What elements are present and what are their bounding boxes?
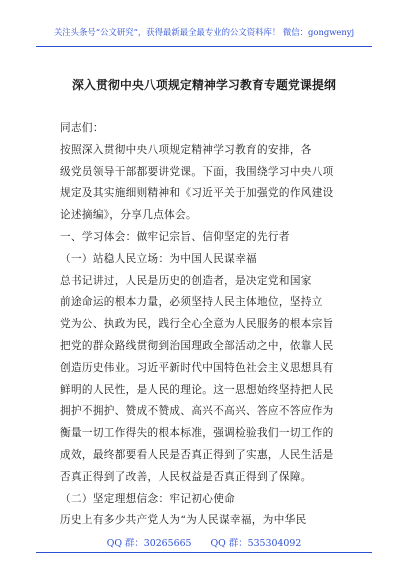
qq-group-2: QQ 群：535304092 <box>210 538 302 549</box>
header-banner: 关注头条号“公文研究”，获得最新最全最专业的公文资料库！ 微信：gongwenyj <box>53 27 355 37</box>
subsection-heading: （二）坚定理想信念：牢记初心使命 <box>60 492 236 505</box>
body-line: 党为公、执政为民，践行全心全意为人民服务的根本宗旨 <box>60 318 334 331</box>
body-line: 级党员领导干部都要讲党课。下面，我围绕学习中央八项 <box>60 165 334 178</box>
body-line: 总书记讲过，人民是历史的创造者，是决定党和国家 <box>60 274 312 287</box>
subsection-heading: （一）站稳人民立场：为中国人民谋幸福 <box>60 252 257 265</box>
salutation-line: 同志们： <box>60 122 104 134</box>
footer-divider <box>36 552 372 553</box>
body-line: 鲜明的人民性，是人民的理论。这一思想始终坚持把人民 <box>60 383 334 396</box>
body-line: 创造历史伟业。习近平新时代中国特色社会主义思想具有 <box>60 361 334 374</box>
section-heading: 一、学习体会：做牢记宗旨、信仰坚定的先行者 <box>60 230 290 243</box>
body-line: 成效，最终都要看人民是否真正得到了实惠，人民生活是 <box>60 448 334 461</box>
document-title: 深入贯彻中央八项规定精神学习教育专题党课提纲 <box>72 78 336 92</box>
body-line: 衡量一切工作得失的根本标准，强调检验我们一切工作的 <box>60 427 334 440</box>
footer-contact <box>0 535 408 549</box>
header-divider <box>36 46 372 47</box>
body-line: 前途命运的根本力量，必须坚持人民主体地位，坚持立 <box>60 296 323 309</box>
body-line: 按照深入贯彻中央八项规定精神学习教育的安排，各 <box>60 143 312 156</box>
body-line: 规定及其实施细则精神和《习近平关于加强党的作风建设 <box>60 187 334 200</box>
body-line: 否真正得到了改善，人民权益是否真正得到了保障。 <box>60 470 312 483</box>
body-line: 拥护不拥护、赞成不赞成、高兴不高兴、答应不答应作为 <box>60 405 334 418</box>
body-line: 论述摘编》，分享几点体会。 <box>60 209 197 222</box>
document-body <box>60 118 350 532</box>
body-line: 历史上有多少共产党人为“为人民谋幸福，为中华民 <box>60 514 307 527</box>
body-line: 把党的群众路线贯彻到治国理政全部活动之中，依靠人民 <box>60 339 334 352</box>
qq-group-1: QQ 群：30265665 <box>106 538 192 549</box>
